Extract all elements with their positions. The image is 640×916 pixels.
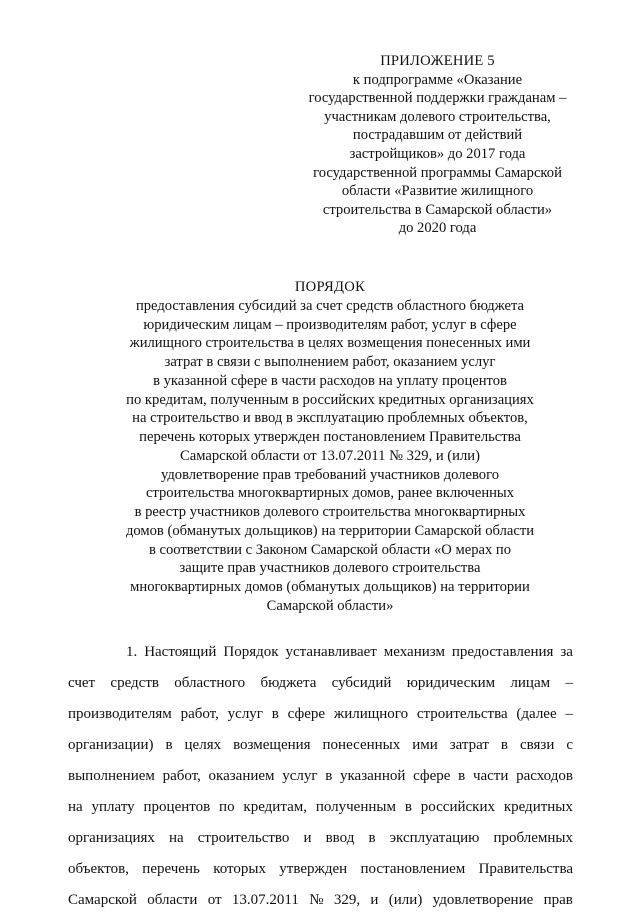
paragraph-line [68, 637, 573, 668]
paragraph-word: организациях [68, 830, 155, 846]
appendix-line: застройщиков» до 2017 года [349, 145, 526, 162]
paragraph-word: счет [68, 675, 96, 691]
paragraph-word: работ, [180, 706, 219, 722]
paragraph-line [68, 699, 573, 730]
paragraph-word: затрат [449, 737, 489, 753]
paragraph-word: на [68, 799, 83, 815]
appendix-line: области «Развитие жилищного [341, 183, 534, 200]
paragraph-word: в [368, 830, 376, 846]
paragraph-word: субсидий [331, 675, 392, 691]
appendix-line: до 2020 года [398, 220, 477, 237]
paragraph-word: услуг [282, 768, 318, 784]
paragraph-word: перечень [142, 861, 200, 877]
paragraph-line [68, 854, 573, 885]
paragraph-word: целях [184, 737, 222, 753]
paragraph-word: полученным [315, 799, 396, 815]
paragraph-word: предоставления [451, 644, 554, 660]
paragraph-word: устанавливает [285, 644, 377, 660]
paragraph-word: за [560, 644, 573, 660]
paragraph-word: в [165, 737, 173, 753]
paragraph-word: российских [420, 799, 495, 815]
title-line: юридическим лицам – производителям работ, услуг в сфере [143, 316, 517, 333]
paragraph-line [68, 885, 573, 916]
paragraph-word: на [168, 830, 184, 846]
paragraph-word: уплату [91, 799, 135, 815]
title-line: в реестр участников долевого строительства многоквартирных [134, 504, 526, 520]
paragraph-line [68, 823, 573, 854]
document-title [80, 278, 580, 616]
paragraph-word: строительство [197, 830, 290, 846]
paragraph-word: услуг [227, 706, 263, 722]
paragraph-word: 329, [333, 892, 361, 908]
paragraph-word: (или) [388, 892, 423, 908]
title-line: многоквартирных домов (обманутых дольщиков) на территории [130, 579, 530, 595]
paragraph-line [68, 792, 573, 823]
title-line: в соответствии с Законом Самарской области «О мерах по [148, 541, 512, 558]
title-line: перечень которых утвержден постановлением Правительства [139, 429, 521, 445]
appendix-line: строительства в Самарской области» [322, 201, 553, 218]
title-line: домов (обманутых дольщиков) на территории Самарской области [125, 522, 535, 539]
paragraph-line [68, 761, 573, 792]
paragraph-word: сфере [413, 768, 451, 784]
paragraph-word: кредитных [503, 799, 573, 815]
paragraph-word: выполнением [68, 768, 155, 784]
paragraph-word: в [404, 799, 412, 815]
paragraph-word: Настоящий [144, 644, 217, 660]
title-line: предоставления субсидий за счет средств областного бюджета [135, 297, 525, 314]
title-line: Самарской области от 13.07.2011 № 329, и (или) [180, 447, 480, 464]
title-line: строительства многоквартирных домов, ранее включенных [145, 485, 515, 502]
paragraph-word: возмещения [233, 737, 311, 753]
paragraph-word: 13.07.2011 [231, 892, 299, 908]
paragraph-word: прав [543, 892, 573, 908]
paragraph-word: удовлетворение [432, 892, 534, 908]
paragraph-word: в [458, 768, 466, 784]
title-line: затрат в связи с выполнением работ, оказанием услуг [164, 354, 496, 370]
paragraph-word: по [219, 799, 235, 815]
paragraph-word: которых [213, 861, 266, 877]
paragraph-word: объектов, [68, 861, 129, 877]
paragraph-word: связи [519, 737, 555, 753]
paragraph-word: части [472, 768, 509, 784]
paragraph-word: Правительства [478, 861, 573, 877]
paragraph-word: (далее [516, 706, 557, 722]
title-line: Самарской области» [266, 597, 394, 614]
paragraph-word: указанной [340, 768, 406, 784]
appendix-header [290, 52, 585, 238]
title-line: удовлетворение прав требований участников долевого [160, 466, 500, 483]
paragraph-1 [68, 637, 573, 916]
paragraph-word: области [147, 892, 198, 908]
appendix-line: пострадавшим от действий [352, 127, 523, 144]
paragraph-word: юридическим [406, 675, 496, 691]
paragraph-word: проблемных [493, 830, 573, 846]
paragraph-word: работ, [162, 768, 201, 784]
paragraph-word: – [565, 675, 573, 691]
title-line: по кредитам, полученным в российских кредитных организациях [126, 391, 534, 408]
appendix-line: государственной поддержки гражданам – [308, 90, 567, 107]
paragraph-word: механизм [383, 644, 445, 660]
paragraph-word: бюджета [260, 675, 317, 691]
paragraph-line [68, 730, 573, 761]
paragraph-word: постановлением [360, 861, 466, 877]
title-line: защите прав участников долевого строительства [179, 560, 481, 577]
appendix-line: участникам долевого строительства, [324, 108, 551, 125]
paragraph-word: кредитам, [243, 799, 307, 815]
paragraph-word: средств [110, 675, 159, 691]
paragraph-word: в [500, 737, 509, 753]
paragraph-word: Порядок [223, 644, 279, 660]
paragraph-word: в [325, 768, 333, 784]
title-heading: ПОРЯДОК [294, 279, 366, 295]
paragraph-word: строительства [416, 706, 508, 722]
paragraph-word: областного [174, 675, 246, 691]
paragraph-word: 1. [126, 644, 138, 660]
paragraph-word: утвержден [279, 861, 348, 877]
paragraph-word: № [309, 892, 324, 908]
paragraph-word: лицам [510, 675, 551, 691]
paragraph-word: с [566, 737, 573, 753]
paragraph-word: производителям [68, 706, 172, 722]
paragraph-line [68, 668, 573, 699]
paragraph-word: от [207, 892, 222, 908]
appendix-heading: ПРИЛОЖЕНИЕ 5 [380, 53, 495, 69]
paragraph-word: жилищного [333, 706, 409, 722]
title-line: в указанной сфере в части расходов на уплату процентов [153, 372, 507, 389]
paragraph-word: ими [412, 737, 438, 753]
paragraph-word: в [271, 706, 279, 722]
paragraph-word: организации) [68, 737, 154, 753]
paragraph-word: эксплуатацию [389, 830, 480, 846]
title-line: жилищного строительства в целях возмещения понесенных ими [129, 335, 531, 352]
paragraph-word: понесенных [322, 737, 401, 753]
paragraph-word: ввод [325, 830, 355, 846]
appendix-line: государственной программы Самарской [313, 164, 562, 181]
paragraph-word: расходов [516, 768, 573, 784]
paragraph-word: Самарской [68, 892, 137, 908]
paragraph-word: процентов [143, 799, 211, 815]
paragraph-word: и [370, 892, 379, 908]
title-line: на строительство и ввод в эксплуатацию проблемных объектов, [132, 410, 528, 427]
appendix-line: к подпрограмме «Оказание [352, 71, 523, 88]
paragraph-word: – [565, 706, 573, 722]
paragraph-word: оказанием [208, 768, 275, 784]
paragraph-word: и [303, 830, 312, 846]
paragraph-word: сфере [287, 706, 326, 722]
